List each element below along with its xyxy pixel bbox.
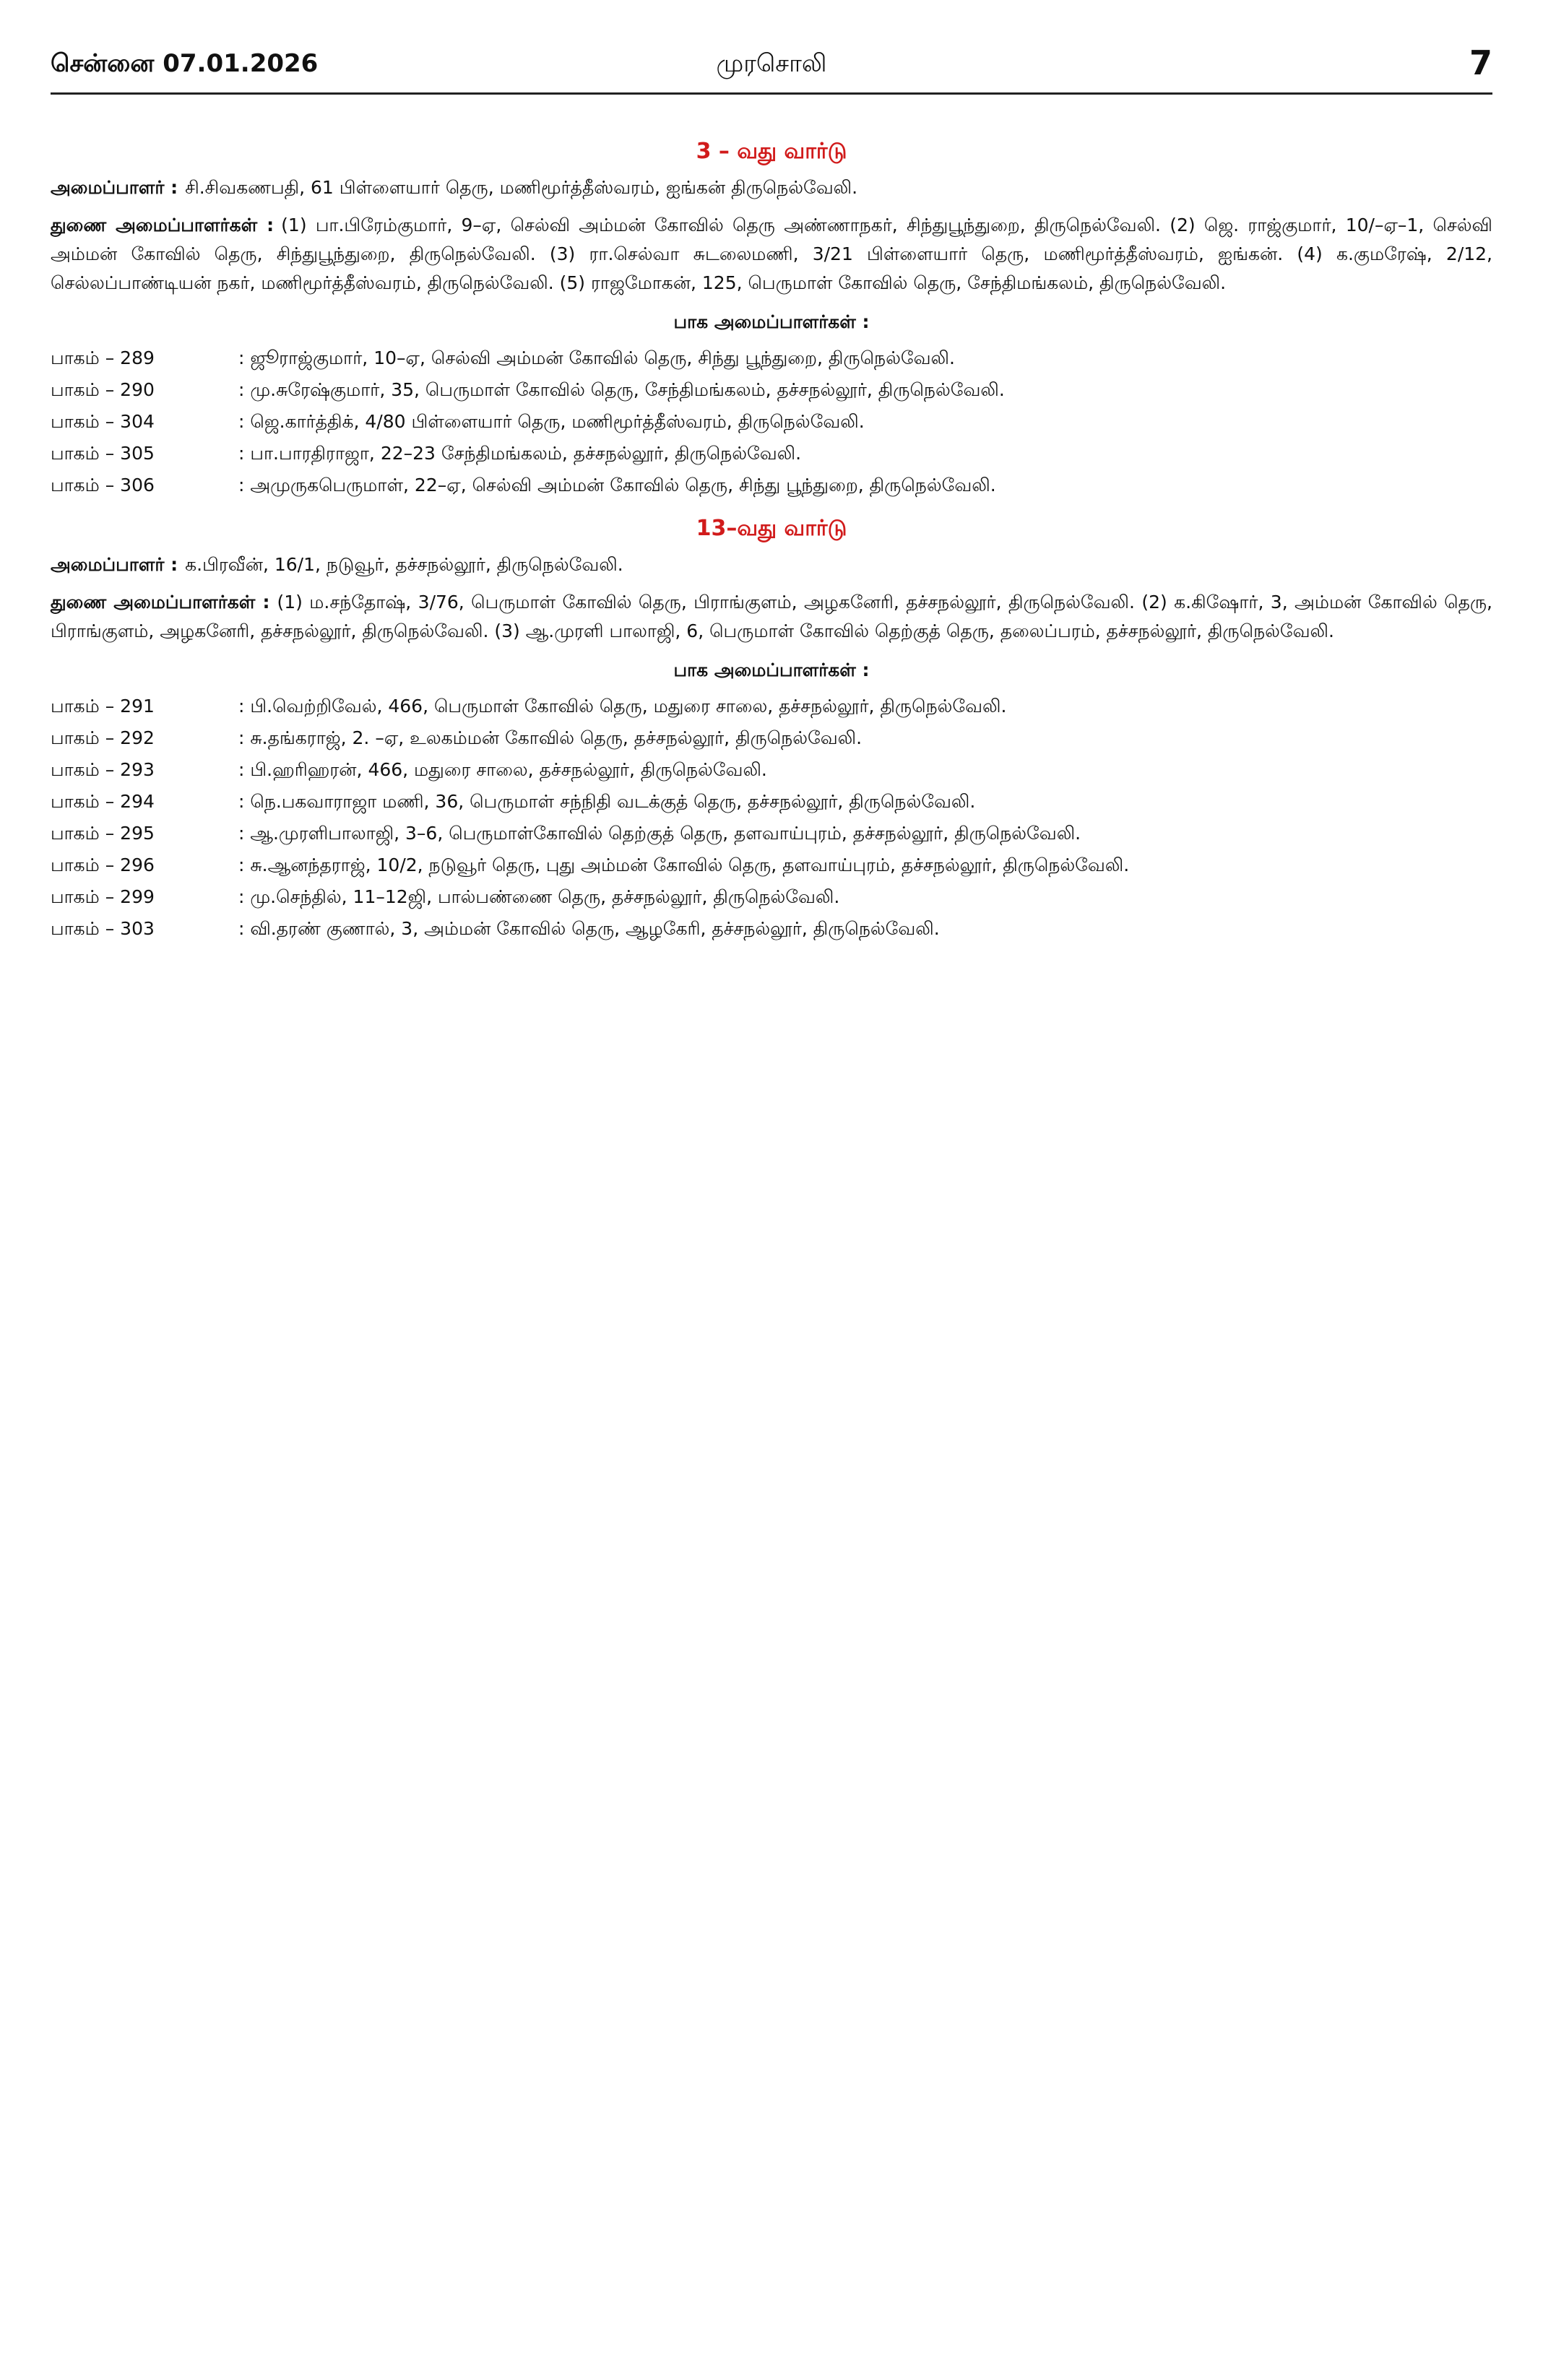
booth-number: பாகம் – 305 (51, 443, 155, 464)
booth-row (51, 376, 1492, 404)
booth-number: பாகம் – 296 (51, 854, 155, 875)
booth-number: பாகம் – 292 (51, 727, 155, 748)
booth-row (51, 471, 1492, 500)
booth-details: : ஜெ.கார்த்திக், 4/80 பிள்ளையார் தெரு, மணிமூர்த்தீஸ்வரம், திருநெல்வேலி. (238, 411, 865, 432)
booth-heading: பாக அமைப்பாளர்கள் : (673, 659, 870, 680)
booth-row (51, 787, 1492, 816)
ward-heading: 13–வது வார்டு (696, 516, 847, 541)
booth-row (51, 692, 1492, 721)
booth-number: பாகம் – 289 (51, 347, 155, 368)
booth-row (51, 819, 1492, 848)
booth-details: : ஆ.முரளிபாலாஜி, 3–6, பெருமாள்கோவில் தெற்குத் தெரு, தளவாய்புரம், தச்சநல்லூர், திருநெல்வேலி. (238, 823, 1081, 844)
deputies-label: துணை அமைப்பாளர்கள் : (51, 592, 270, 613)
ward-organiser (51, 173, 1492, 202)
booth-details: : ஜூராஜ்குமார், 10–ஏ, செல்வி அம்மன் கோவில் தெரு, சிந்து பூந்துறை, திருநெல்வேலி. (238, 347, 955, 368)
booth-row (51, 407, 1492, 436)
ward-deputies (51, 588, 1492, 646)
booth-row (51, 439, 1492, 468)
deputies-label: துணை அமைப்பாளர்கள் : (51, 215, 275, 235)
deputies-text: (1) பா.பிரேம்குமார், 9–ஏ, செல்வி அம்மன் கோவில் தெரு அண்ணாநகர், சிந்துபூந்துறை, திருநெல்வேலி. (2) ஜெ. ராஜ்குமார், 10/–ஏ–1, செல்வி அம்மன் கோவில் தெரு, சிந்துபூந்துறை, திருநெல்வேலி. (3) ரா.செல்வா சுடலைமணி, 3/21 பிள்ளையார் தெரு, மணிமூர்த்தீஸ்வரம், ஐங்கன். (4) க.குமரேஷ், 2/12, செல்லப்பாண்டியன் நகர், மணிமூர்த்தீஸ்வரம், திருநெல்வேலி. (5) ராஜமோகன், 125, பெருமாள் கோவில் தெரு, சேந்திமங்கலம், திருநெல்வேலி. (51, 215, 1492, 293)
booth-row (51, 724, 1492, 753)
ward-heading: 3 – வது வார்டு (696, 139, 847, 164)
booth-details: : வி.தரண் குணால், 3, அம்மன் கோவில் தெரு, ஆழகேரி, தச்சநல்லூர், திருநெல்வேலி. (238, 918, 940, 939)
booth-number: பாகம் – 294 (51, 791, 155, 812)
booth-details: : பா.பாரதிராஜா, 22–23 சேந்திமங்கலம், தச்சநல்லூர், திருநெல்வேலி. (238, 443, 802, 464)
ward-organiser (51, 550, 1492, 579)
booth-details: : சு.தங்கராஜ், 2. –ஏ, உலகம்மன் கோவில் தெரு, தச்சநல்லூர், திருநெல்வேலி. (238, 727, 863, 748)
paper-name: முரசொலி (716, 49, 827, 78)
masthead (51, 43, 1492, 90)
ward-deputies (51, 211, 1492, 298)
booth-row (51, 883, 1492, 912)
booth-details: : மு.செந்தில், 11–12ஜி, பால்பண்ணை தெரு, தச்சநல்லூர், திருநெல்வேலி. (238, 886, 840, 907)
deputies-text: (1) ம.சந்தோஷ், 3/76, பெருமாள் கோவில் தெரு, பிராங்குளம், அழகனேரி, தச்சநல்லூர், திருநெல்வேலி. (2) க.கிஷோர், 3, அம்மன் கோவில் தெரு, பிராங்குளம், அழகனேரி, தச்சநல்லூர், திருநெல்வேலி. (3) ஆ.முரளி பாலாஜி, 6, பெருமாள் கோவில் தெற்குத் தெரு, தலைப்பரம், தச்சநல்லூர், திருநெல்வேலி. (51, 592, 1492, 641)
booth-number: பாகம் – 299 (51, 886, 155, 907)
booth-details: : பி.வெற்றிவேல், 466, பெருமாள் கோவில் தெரு, மதுரை சாலை, தச்சநல்லூர், திருநெல்வேலி. (238, 696, 1007, 717)
booth-details: : பி.ஹரிஹரன், 466, மதுரை சாலை, தச்சநல்லூர், திருநெல்வேலி. (238, 759, 767, 780)
booth-number: பாகம் – 306 (51, 475, 155, 496)
booth-details: : நெ.பகவாராஜா மணி, 36, பெருமாள் சந்நிதி வடக்குத் தெரு, தச்சநல்லூர், திருநெல்வேலி. (238, 791, 976, 812)
booth-heading: பாக அமைப்பாளர்கள் : (673, 311, 870, 332)
booth-list (51, 344, 1492, 500)
booth-number: பாகம் – 295 (51, 823, 155, 844)
organiser-text: சி.சிவகணபதி, 61 பிள்ளையார் தெரு, மணிமூர்த்தீஸ்வரம், ஐங்கன் திருநெல்வேலி. (185, 177, 858, 198)
booth-number: பாகம் – 290 (51, 379, 155, 400)
booth-row (51, 851, 1492, 880)
booth-number: பாகம் – 291 (51, 696, 155, 717)
organiser-text: க.பிரவீன், 16/1, நடுவூர், தச்சநல்லூர், திருநெல்வேலி. (185, 554, 623, 575)
booth-number: பாகம் – 293 (51, 759, 155, 780)
booth-row (51, 756, 1492, 784)
booth-number: பாகம் – 303 (51, 918, 155, 939)
booth-details: : சு.ஆனந்தராஜ், 10/2, நடுவூர் தெரு, புது அம்மன் கோவில் தெரு, தளவாய்புரம், தச்சநல்லூர், திருநெல்வேலி. (238, 854, 1130, 875)
organiser-label: அமைப்பாளர் : (51, 554, 178, 575)
booth-number: பாகம் – 304 (51, 411, 155, 432)
issue-date: சென்னை 07.01.2026 (51, 49, 319, 78)
booth-row (51, 344, 1492, 373)
booth-details: : அமுருகபெருமாள், 22–ஏ, செல்வி அம்மன் கோவில் தெரு, சிந்து பூந்துறை, திருநெல்வேலி. (238, 475, 996, 496)
page-number: 7 (1469, 43, 1492, 82)
header-rule (51, 92, 1492, 95)
booth-list (51, 692, 1492, 943)
organiser-label: அமைப்பாளர் : (51, 177, 178, 198)
article-body (51, 123, 1492, 946)
booth-details: : மு.சுரேஷ்குமார், 35, பெருமாள் கோவில் தெரு, சேந்திமங்கலம், தச்சநல்லூர், திருநெல்வேலி. (238, 379, 1005, 400)
booth-row (51, 914, 1492, 943)
